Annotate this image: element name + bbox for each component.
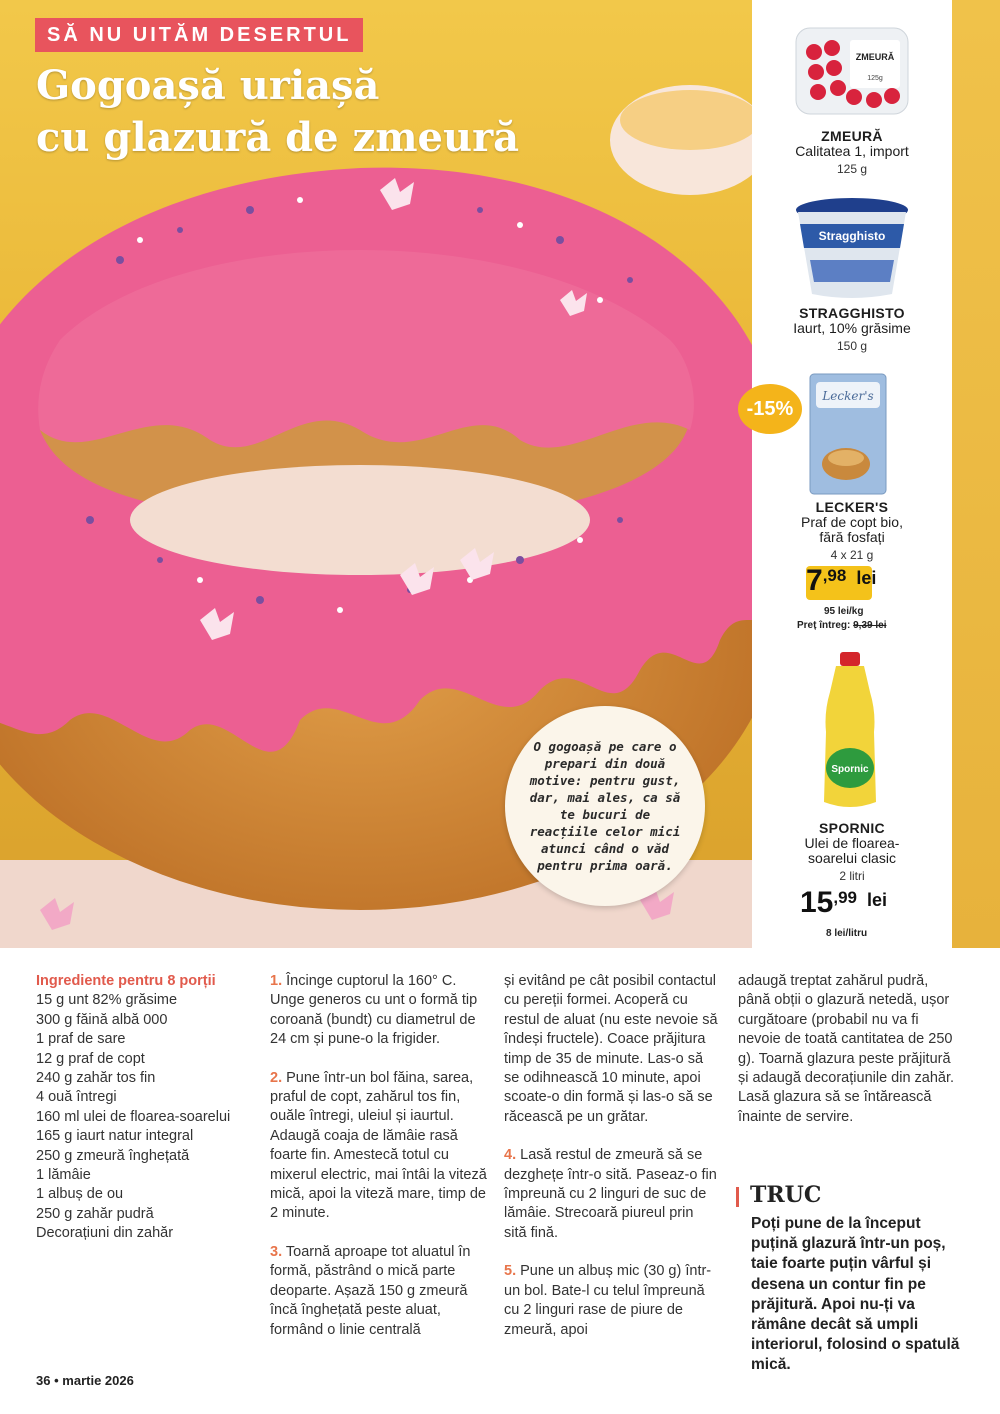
old-price-value: 9,39 lei (853, 620, 887, 631)
product-qty: 2 litri (839, 869, 865, 883)
issue-date: martie 2026 (62, 1373, 134, 1388)
ingredient-item: 240 g zahăr tos fin (36, 1070, 156, 1087)
step-text: Pune un albuș mic (30 g) într-un bol. Bate-l cu telul împreună cu 2 linguri rase de piure de zmeură, apoi (504, 1263, 712, 1338)
product-qty: 4 x 21 g (830, 548, 874, 562)
step-text: și evitând pe cât posibil contactul cu pereții formei. Acoperă cu restul de aluat (nu este nevoie să îndeși fructele). Coace prăjitura timp de 35 de minute. Las-o să se odihnească 10 minute, apoi scoate-o din formă și las-o să se răcească pe un grătar. (504, 973, 718, 1125)
steps-column-2 (504, 972, 718, 1359)
title-line-1: Gogoașă uriașă (36, 62, 380, 109)
step-text: Toarnă aproape tot aluatul în formă, păstrând o mică parte deoparte. Așază 150 g zmeură încă înghețată peste aluat, formând o linie centrală (270, 1243, 471, 1338)
product-desc: Praf de copt bio, fără fosfați (801, 514, 903, 545)
truc-text: Poți pune de la început puțină glazură într-un poș, taie foarte puțin vârful și desena un contur fin pe prăjitură. Apoi nu-ți va rămâne decât să umpli interiorul, folosind o spatulă mică. (751, 1215, 960, 1374)
page-title (36, 60, 519, 164)
step-text: adaugă treptat zahărul pudră, până obții o glazură netedă, ușor curgătoare (probabil nu va fi nevoie de toată cantitatea de 250 g). Toarnă glazura peste prăjitură și adaugă decorațiunile din zahăr. Lasă glazura să se întărească înainte de servire. (738, 973, 955, 1125)
steps-column-3 (738, 972, 960, 1146)
unit-price-spornic: 8 lei/litru (826, 928, 868, 939)
ingredient-item: 250 g zmeură înghețată (36, 1147, 190, 1164)
step-number: 5. (504, 1263, 517, 1280)
price-dec: ,98 (822, 566, 847, 585)
step-4 (504, 1146, 718, 1243)
page-footer (36, 1373, 134, 1388)
price-int: 15 (800, 886, 834, 919)
step-number: 3. (270, 1243, 283, 1260)
quote-bubble (505, 706, 705, 906)
ingredient-item: 4 ouă întregi (36, 1089, 117, 1106)
page-number: 36 (36, 1373, 51, 1388)
ingredients-column (36, 972, 251, 1244)
step-3-continued (504, 972, 718, 1127)
product-desc: Iaurt, 10% grăsime (793, 320, 911, 336)
discount-badge: -15% (738, 384, 802, 434)
price-spornic (800, 886, 887, 920)
raspberry-pack-label: ZMEURĂ (855, 52, 895, 62)
price-currency: lei (867, 890, 888, 910)
product-zmeura (752, 128, 952, 176)
truc-accent-bar (736, 1187, 739, 1207)
ingredient-item: 1 lămâie (36, 1167, 91, 1184)
quote-text: O gogoașă pe care o prepari din două motive: pentru gust, dar, mai ales, ca să te bucuri de reacțiile celor mici atunci când o văd pentru prima oară. (529, 739, 681, 873)
ingredient-item: 12 g praf de copt (36, 1050, 145, 1067)
ingredients-list (36, 991, 251, 1243)
product-desc: Ulei de floarea-soarelui clasic (804, 835, 900, 866)
product-qty: 150 g (836, 339, 868, 353)
raspberry-pack-weight: 125g (867, 75, 883, 82)
ingredient-item: 160 ml ulei de floarea-soarelui (36, 1108, 231, 1125)
ingredient-item: 300 g făină albă 000 (36, 1011, 168, 1028)
truc-title: TRUC (750, 1182, 822, 1208)
unit-price-leckers: 95 lei/kg (824, 606, 864, 617)
price-dec: ,99 (833, 888, 858, 907)
product-qty: 125 g (836, 162, 868, 176)
ingredient-item: 250 g zahăr pudră (36, 1205, 154, 1222)
ingredient-item: 15 g unt 82% grăsime (36, 992, 178, 1009)
product-name: SPORNIC (819, 820, 885, 836)
footer-separator: • (54, 1373, 59, 1388)
step-number: 2. (270, 1069, 283, 1086)
step-5-continued (738, 972, 960, 1127)
step-text: Încinge cuptorul la 160° C. Unge generos cu unt o formă tip coroană (bundt) cu diametrul de 24 cm și pune-o la frigider. (270, 973, 478, 1048)
product-stragghisto (752, 305, 952, 353)
baking-powder-pack-image (808, 372, 888, 496)
ingredient-item: 1 praf de sare (36, 1031, 126, 1048)
ingredient-item: 165 g iaurt natur integral (36, 1128, 194, 1145)
price-leckers (806, 564, 876, 598)
price-currency: lei (856, 568, 877, 588)
step-text: Lasă restul de zmeură să se dezghețe într-o sită. Paseaz-o fin împreună cu 2 linguri de suc de lămâie. Strecoară piureul prin sită fină. (504, 1147, 717, 1241)
oil-pack-label: Spornic (831, 764, 869, 775)
product-name: ZMEURĂ (821, 128, 883, 144)
title-line-2: cu glazură de zmeură (36, 114, 520, 161)
ingredient-item: Decorațiuni din zahăr (36, 1225, 174, 1242)
section-tag: SĂ NU UITĂM DESERTUL (35, 18, 363, 52)
step-text: Pune într-un bol făina, sarea, praful de copt, zahărul tos fin, ouăle întregi, uleiul și iaurtul. Adaugă coaja de lămâie rasă foarte fin. Amestecă totul cu mixerul electric, mai întâi la viteză mică, apoi la viteză mare, timp de 2 minute. (270, 1069, 487, 1222)
step-2 (270, 1069, 488, 1224)
step-5-start (504, 1262, 718, 1340)
step-1 (270, 972, 488, 1050)
ingredients-title: Ingrediente pentru 8 porții (36, 973, 216, 989)
product-leckers (752, 499, 952, 562)
right-edge-background (952, 0, 1000, 948)
step-number: 4. (504, 1147, 517, 1164)
product-spornic (752, 820, 952, 883)
product-name: LECKER'S (815, 499, 889, 515)
baking-powder-pack-label: Lecker's (822, 389, 874, 403)
step-3-start (270, 1243, 488, 1340)
product-name: STRAGGHISTO (799, 305, 905, 321)
oil-bottle-image (818, 652, 882, 814)
step-number: 1. (270, 973, 283, 989)
old-price-label: Preț întreg: (797, 620, 851, 631)
yogurt-pack-label: Stragghisto (818, 229, 886, 243)
product-desc: Calitatea 1, import (795, 143, 909, 159)
steps-column-1 (270, 972, 488, 1359)
old-price-leckers (797, 620, 886, 631)
yogurt-cup-image (794, 196, 910, 300)
raspberry-pack-image (794, 22, 910, 118)
ingredient-item: 1 albuș de ou (36, 1186, 124, 1203)
price-int: 7 (806, 564, 823, 597)
products-column (752, 0, 952, 948)
